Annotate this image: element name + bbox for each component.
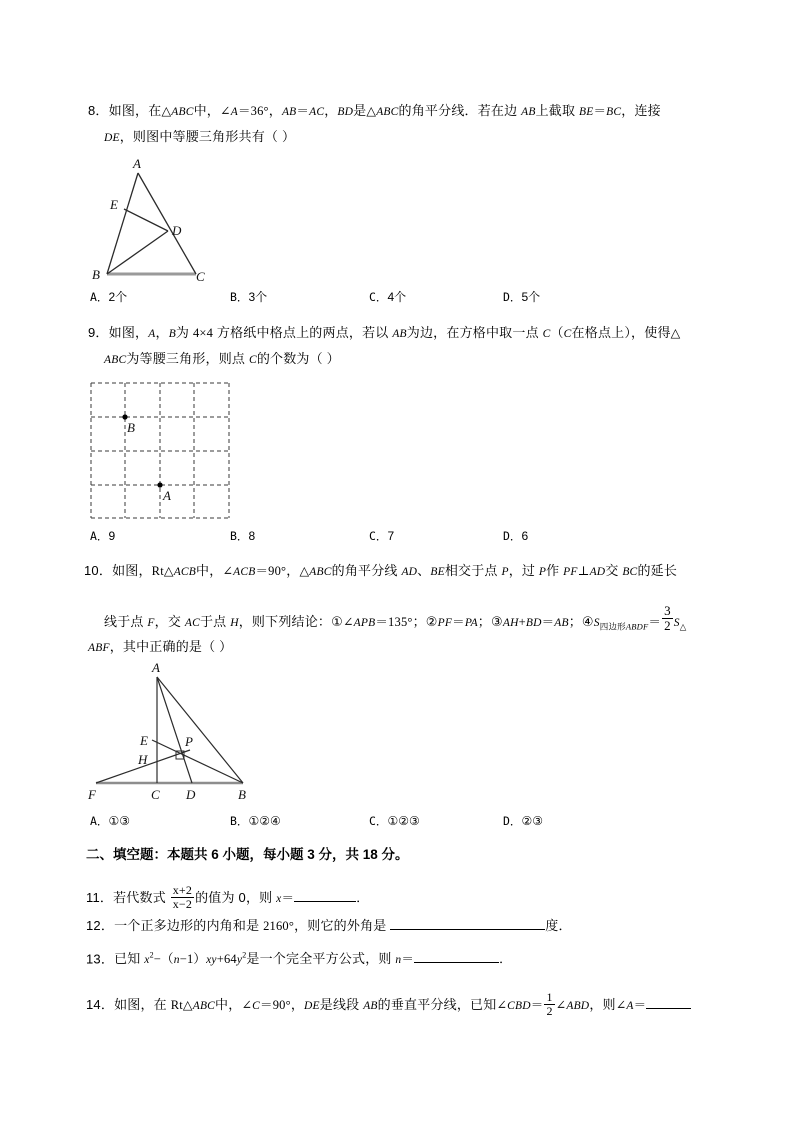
svg-text:A: A (152, 660, 160, 675)
question-10-line-2: 线于点 F，交 AC于点 H，则下列结论：①∠APB＝135°；②PF＝PA；③AH+BD＝AB；$④S_{四边形ABDF}=$ $\frac{3}{2}$ $S_\triangle$ (104, 603, 687, 633)
svg-text:B: B (127, 420, 135, 435)
svg-text:D: D (172, 223, 182, 238)
svg-text:B: B (238, 787, 246, 802)
question-10-line-1: 10．如图，Rt△ACB中，∠ACB＝90°，△ABC的角平分线 AD、BE相交于点 P，过 P作 PF⊥AD交 BC的延长 (84, 563, 678, 578)
svg-text:A: A (133, 156, 141, 171)
option-10-b[interactable]: B．①②④ (230, 814, 281, 828)
option-8-c[interactable]: C．4个 (369, 290, 407, 304)
question-10-number: 10． (84, 563, 113, 578)
option-9-d[interactable]: D．6 (503, 529, 529, 543)
option-8-a[interactable]: A．2个 (90, 290, 128, 304)
option-8-d[interactable]: D．5个 (503, 290, 541, 304)
question-8-line-2: DE，则图中等腰三角形共有（ ） (104, 129, 296, 144)
question-12: 12．一个正多边形的内角和是 2160°，则它的外角是 度． (86, 918, 572, 933)
section-2-heading: 二、填空题：本题共 6 小题，每小题 3 分，共 18 分。 (86, 847, 409, 862)
question-10-area-formula: $S_{四边形ABDF}=$ $\frac{3}{2}$ $S_\triangle$ (593, 603, 687, 633)
option-10-d[interactable]: D．②③ (503, 814, 543, 828)
svg-text:E: E (110, 197, 118, 212)
option-9-c[interactable]: C．7 (369, 529, 395, 543)
svg-text:B: B (92, 267, 100, 282)
option-10-c[interactable]: C．①②③ (369, 814, 420, 828)
option-10-a[interactable]: A．①③ (90, 814, 130, 828)
svg-text:C: C (151, 787, 160, 802)
figure-question-10 (80, 655, 295, 810)
question-8-number: 8． (88, 103, 109, 118)
option-9-a[interactable]: A．9 (90, 529, 116, 543)
option-8-b[interactable]: B．3个 (230, 290, 268, 304)
question-14: 14．如图，在 Rt△ABC中，∠C＝90°，DE是线段 AB的垂直平分线，已知∠CBD＝ $\frac{1}{2}$ ∠ABD，则∠A＝ (86, 991, 691, 1019)
question-9-line-1: 9．如图，A，B为 4×4 方格纸中格点上的两点，若以 AB为边，在方格中取一点 C（C在格点上），使得△ (88, 325, 681, 340)
question-9-options (0, 528, 794, 548)
figure-question-9 (80, 378, 270, 523)
question-9-number: 9． (88, 325, 109, 340)
option-9-b[interactable]: B．8 (230, 529, 256, 543)
svg-text:D: D (186, 787, 196, 802)
svg-text:E: E (140, 733, 148, 748)
question-8-options (0, 288, 794, 308)
svg-text:F: F (88, 787, 96, 802)
svg-text:A: A (163, 488, 171, 503)
svg-text:C: C (196, 269, 205, 284)
question-8-line-1: 8．如图，在△ABC中，∠A＝36°，AB＝AC，BD是△ABC的角平分线．若在边 AB上截取 BE＝BC，连接 (88, 103, 661, 118)
question-9-line-2: ABC为等腰三角形，则点 C的个数为（ ） (104, 351, 340, 366)
svg-text:P: P (185, 734, 193, 749)
figure-question-8 (80, 155, 290, 285)
question-13: 13．已知 $x^2-(n-1)xy+64y^2$是一个完全平方公式，则 n＝ ． (86, 951, 512, 967)
question-10-options (0, 813, 794, 833)
question-10-line-3: ABF，其中正确的是（ ） (88, 639, 233, 654)
svg-text:H: H (138, 752, 148, 767)
question-11: 11．若代数式 $\frac{x+2}{x-2}$ 的值为 0，则 x＝ ． (86, 883, 369, 911)
